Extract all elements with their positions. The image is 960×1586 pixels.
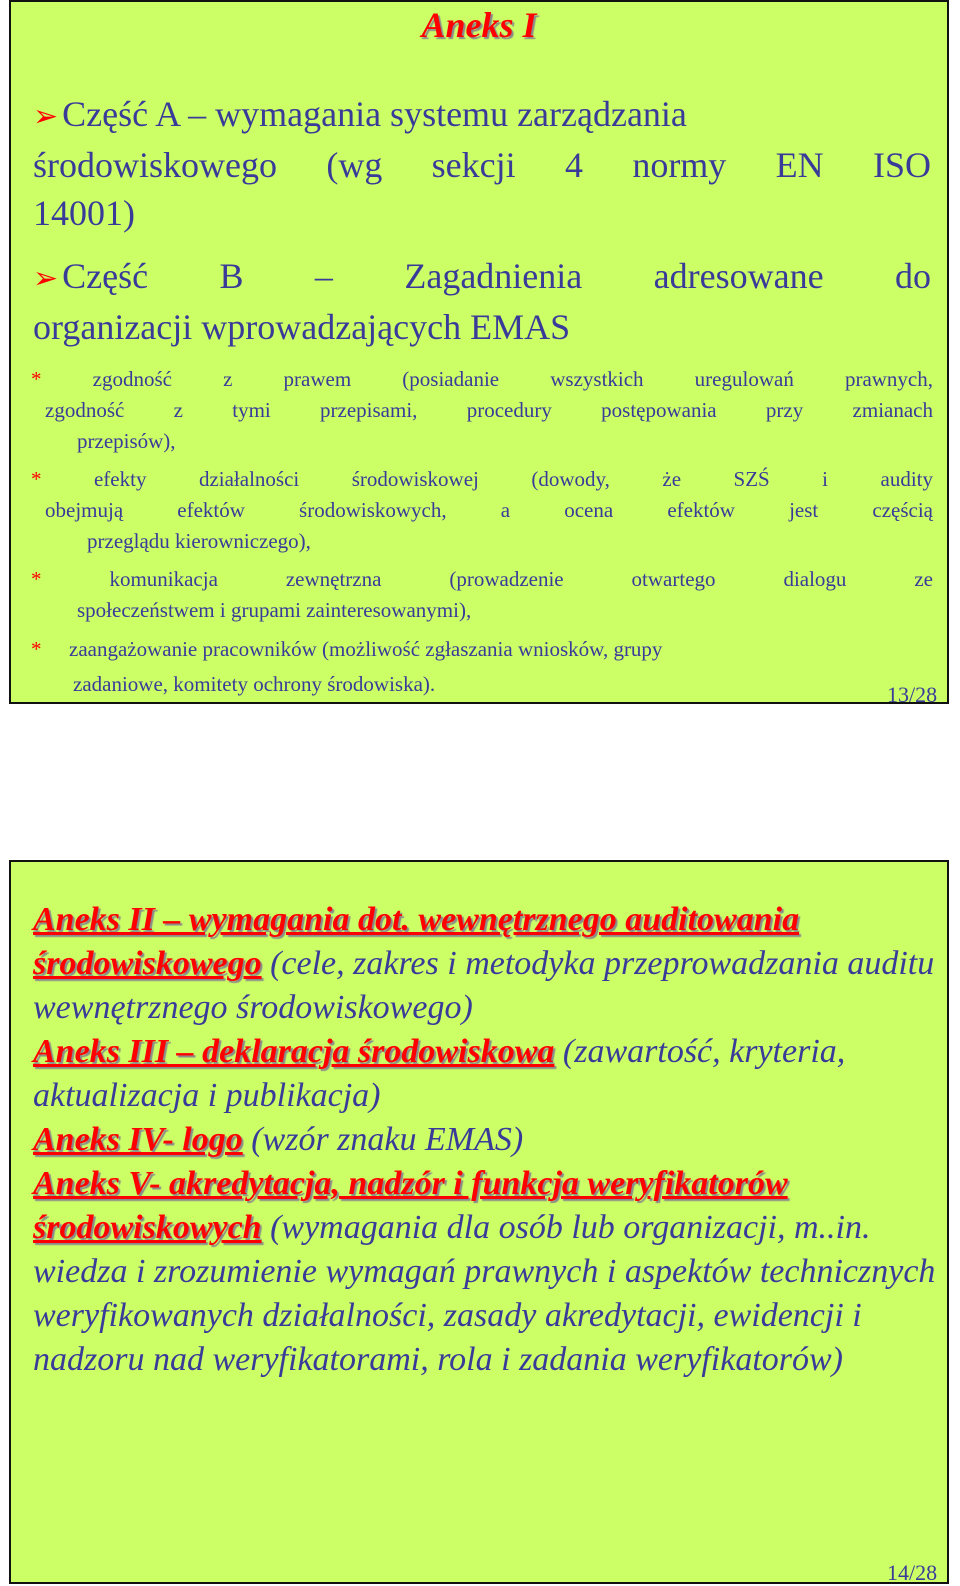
page-number: 13/28 (887, 682, 938, 704)
list-item: * efekty działalności środowiskowej (dowody, że SZŚ i audity obejmują efektów środowiskowych, a ocena efektów jest częścią przeglądu kierowniczego), (31, 467, 933, 553)
annex-3-heading: Aneks III – deklaracja środowiskowa (33, 1033, 555, 1070)
asterisk-bullet-icon: * (31, 467, 42, 491)
bullet-part-a-line2: środowiskowego (wg sekcji 4 normy EN ISO (33, 145, 931, 185)
list-item: * zgodność z prawem (posiadanie wszystkich uregulowań prawnych, zgodność z tymi przepisami, procedury postępowania przy zmianach przepisów), (31, 367, 934, 453)
annex-list (33, 898, 943, 1382)
page-number: 14/28 (887, 1560, 938, 1584)
bullet-part-a-line1: Część A – wymagania systemu zarządzania (62, 94, 687, 134)
annex-4-heading: Aneks IV- logo (33, 1121, 243, 1158)
slide-title: Aneks I (421, 5, 537, 45)
bullet-part-a (33, 90, 931, 237)
annex-2-description: (cele, zakres i metodyka przeprowadzania auditu wewnętrznego środowiskowego) (33, 945, 935, 1026)
arrow-bullet-icon: ➢ (33, 100, 59, 133)
arrow-bullet-icon: ➢ (33, 262, 59, 295)
slide-annexes-2-5 (9, 860, 949, 1584)
slide-annex-1 (9, 0, 949, 704)
annex-5-heading: Aneks V- akredytacja, nadzór i funkcja weryfikatorów środowiskowych (33, 1165, 788, 1246)
bullet-part-b-line2: organizacji wprowadzających EMAS (33, 307, 571, 347)
annex-2-heading: Aneks II – wymagania dot. wewnętrznego auditowania środowiskowego (33, 901, 800, 982)
bullet-part-b (33, 252, 931, 351)
annex-4-description: (wzór znaku EMAS) (242, 1121, 524, 1158)
list-item: * zaangażowanie pracowników (możliwość zgłaszania wniosków, grupy zadaniowe, komitety ochrony środowiska). (31, 632, 871, 702)
asterisk-bullet-icon: * (31, 367, 42, 391)
asterisk-bullet-icon: * (31, 637, 42, 661)
list-item: * komunikacja zewnętrzna (prowadzenie otwartego dialogu ze społeczeństwem i grupami zainteresowanymi), (31, 567, 934, 622)
asterisk-bullet-icon: * (31, 567, 42, 591)
bullet-part-b-line1: Część B – Zagadnienia adresowane do (62, 256, 931, 296)
annex-5-description: (wymagania dla osób lub organizacji, m..in. wiedza i zrozumienie wymagań prawnych i aspektów technicznych weryfikowanych działalności, zasady akredytacji, ewidencji i nadzoru nad weryfikatorami, rola i zadania weryfikatorów) (33, 1209, 936, 1378)
bullet-part-a-line3: 14001) (33, 193, 135, 233)
annex-3-description: (zawartość, kryteria, aktualizacja i publikacja) (33, 1033, 846, 1114)
